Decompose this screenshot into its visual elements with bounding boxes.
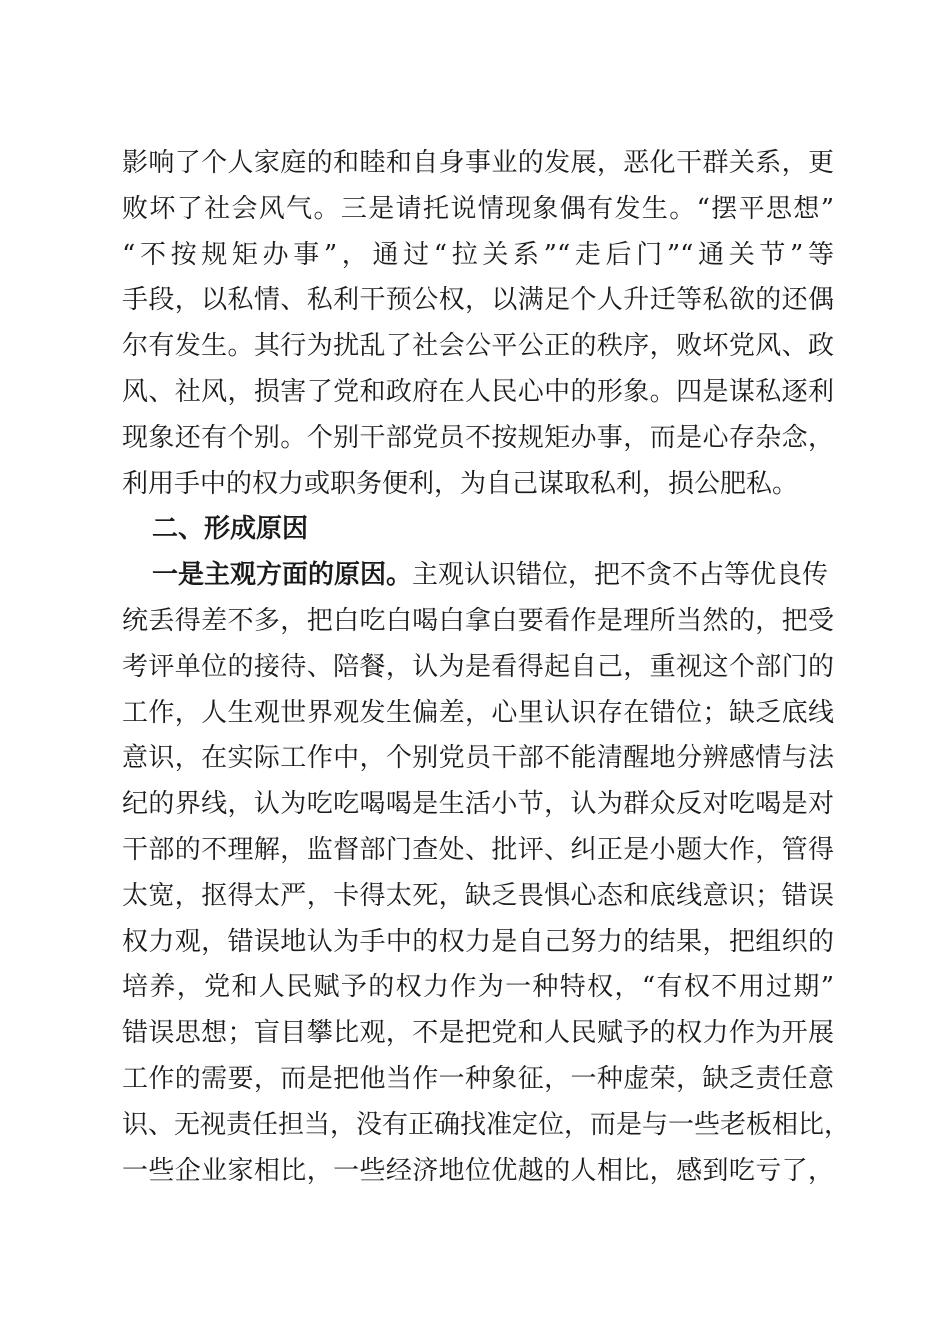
paragraph-line: 太宽，抠得太严，卡得太死，缺乏畏惧心态和底线意识；错误 <box>122 880 834 911</box>
paragraph-first-line-rest: 主观认识错位，把不贪不占等优良传 <box>412 560 829 591</box>
paragraph-line: 干部的不理解，监督部门查处、批评、纠正是小题大作，管得 <box>122 834 834 865</box>
paragraph-line: 现象还有个别。个别干部党员不按规矩办事，而是心存杂念， <box>122 422 834 453</box>
paragraph-line: 风、社风，损害了党和政府在人民心中的形象。四是谋私逐利 <box>122 376 834 407</box>
paragraph-line: 工作，人生观世界观发生偏差，心里认识存在错位；缺乏底线 <box>122 697 834 728</box>
paragraph-line: 培养，党和人民赋予的权力作为一种特权，“有权不用过期” <box>122 972 834 1003</box>
paragraph-line: 手段，以私情、私利干预公权，以满足个人升迁等私欲的还偶 <box>122 285 834 316</box>
paragraph-line: 意识，在实际工作中，个别党员干部不能清醒地分辨感情与法 <box>122 743 834 774</box>
paragraph-2 <box>122 553 851 1194</box>
paragraph-line: “不按规矩办事”，通过“拉关系”“走后门”“通关节”等 <box>122 239 834 270</box>
paragraph-lead: 一是主观方面的原因。 <box>152 560 413 591</box>
paragraph-line: 权力观，错误地认为手中的权力是自己努力的结果，把组织的 <box>122 926 834 957</box>
paragraph-line: 考评单位的接待、陪餐，认为是看得起自己，重视这个部门的 <box>122 651 834 682</box>
paragraph-line: 错误思想；盲目攀比观，不是把党和人民赋予的权力作为开展 <box>122 1018 834 1049</box>
paragraph-line: 影响了个人家庭的和睦和自身事业的发展，恶化干群关系，更 <box>122 148 834 178</box>
paragraph-line: 利用手中的权力或职务便利，为自己谋取私利，损公肥私。 <box>122 468 799 499</box>
document-body <box>122 141 851 1194</box>
paragraph-line: 纪的界线，认为吃吃喝喝是生活小节，认为群众反对吃喝是对 <box>122 789 834 820</box>
paragraph-1 <box>122 141 834 507</box>
paragraph-line: 识、无视责任担当，没有正确找准定位，而是与一些老板相比， <box>122 1109 851 1140</box>
paragraph-line: 尔有发生。其行为扰乱了社会公平公正的秩序，败坏党风、政 <box>122 331 834 362</box>
paragraph-line: 工作的需要，而是把他当作一种象征，一种虚荣，缺乏责任意 <box>122 1063 834 1094</box>
section-heading: 二、形成原因 <box>152 514 309 545</box>
paragraph-line: 统丢得差不多，把白吃白喝白拿白要看作是理所当然的，把受 <box>122 605 834 636</box>
paragraph-line: 一些企业家相比，一些经济地位优越的人相比，感到吃亏了， <box>122 1155 834 1186</box>
paragraph-line: 败坏了社会风气。三是请托说情现象偶有发生。“摆平思想” <box>122 193 834 224</box>
paragraph-first-line <box>122 553 834 599</box>
